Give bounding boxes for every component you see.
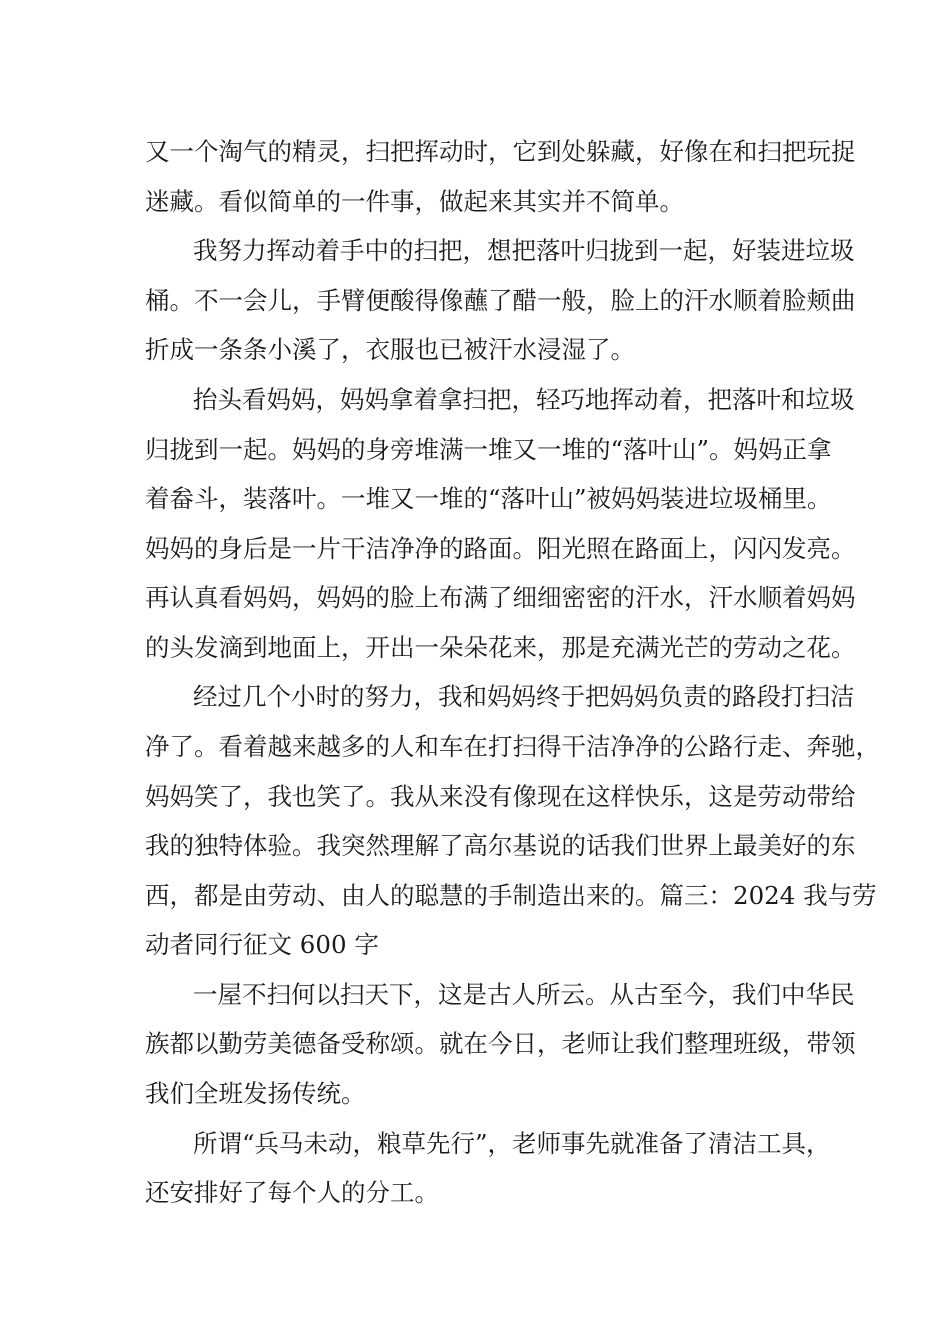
text-line: 折成一条条小溪了，衣服也已被汗水浸湿了。: [145, 335, 635, 364]
text-line: 我们全班发扬传统。: [145, 1079, 366, 1108]
text-line: 我的独特体验。我突然理解了高尔基说的话我们世界上最美好的东: [145, 831, 856, 860]
paragraph-first-line: 经过几个小时的努力，我和妈妈终于把妈妈负责的路段打扫洁: [193, 682, 855, 711]
text-line: 又一个淘气的精灵，扫把挥动时，它到处躲藏，好像在和扫把玩捉: [145, 137, 856, 166]
text-line: 桶。不一会儿，手臂便酸得像蘸了醋一般，脸上的汗水顺着脸颊曲: [145, 286, 856, 315]
text-line: 西，都是由劳动、由人的聪慧的手制造出来的。篇三：2024 我与劳: [145, 881, 877, 910]
text-line: 妈妈笑了，我也笑了。我从来没有像现在这样快乐，这是劳动带给: [145, 782, 856, 811]
paragraph-first-line: 一屋不扫何以扫天下，这是古人所云。从古至今，我们中华民: [193, 980, 855, 1009]
paragraph-first-line: 所谓“兵马未动，粮草先行”，老师事先就准备了清洁工具，: [193, 1129, 831, 1158]
text-line: 归拢到一起。妈妈的身旁堆满一堆又一堆的“落叶山”。妈妈正拿: [145, 435, 832, 464]
paragraph-first-line: 我努力挥动着手中的扫把，想把落叶归拢到一起，好装进垃圾: [193, 236, 855, 265]
paragraph-first-line: 抬头看妈妈，妈妈拿着拿扫把，轻巧地挥动着，把落叶和垃圾: [193, 385, 855, 414]
text-line: 净了。看着越来越多的人和车在打扫得干洁净净的公路行走、奔驰，: [145, 732, 880, 761]
text-line: 迷藏。看似简单的一件事，做起来其实并不简单。: [145, 187, 684, 216]
text-line: 再认真看妈妈，妈妈的脸上布满了细细密密的汗水，汗水顺着妈妈: [145, 583, 856, 612]
text-line: 妈妈的身后是一片干洁净净的路面。阳光照在路面上，闪闪发亮。: [145, 534, 856, 563]
text-line: 还安排好了每个人的分工。: [145, 1178, 439, 1207]
text-line: 族都以勤劳美德备受称颂。就在今日，老师让我们整理班级，带领: [145, 1029, 856, 1058]
text-line: 的头发滴到地面上，开出一朵朵花来，那是充满光芒的劳动之花。: [145, 633, 856, 662]
text-line: 着畚斗，装落叶。一堆又一堆的“落叶山”被妈妈装进垃圾桶里。: [145, 484, 832, 513]
text-line: 动者同行征文 600 字: [145, 930, 379, 959]
